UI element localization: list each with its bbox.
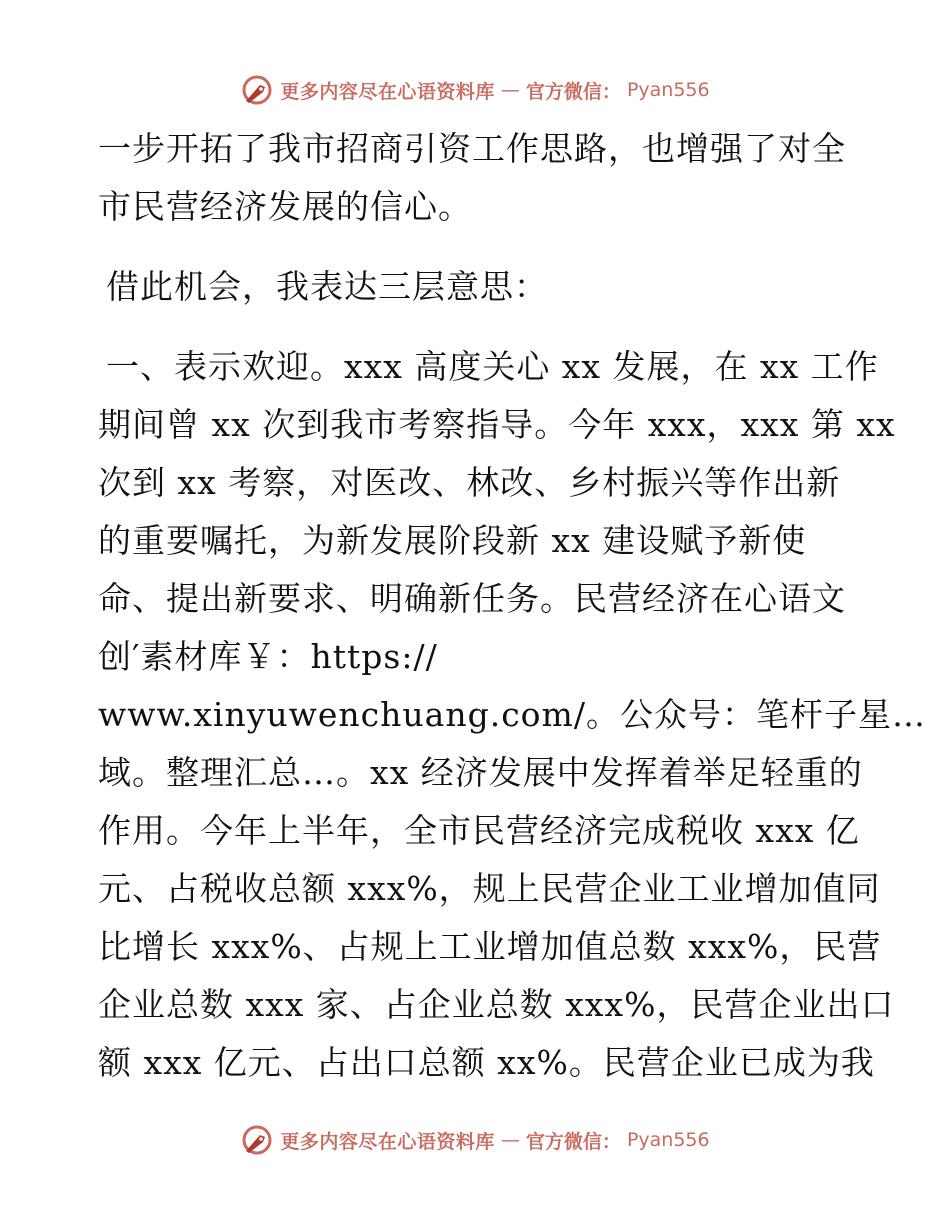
paragraph-3 bbox=[98, 338, 926, 1092]
footer-watermark bbox=[0, 1120, 950, 1160]
footer-watermark-label: 官方微信： bbox=[525, 1130, 621, 1153]
header-watermark-text: 更多内容尽在心语资料库 bbox=[280, 80, 495, 103]
text-line: www.xinyuwenchuang.com/。公众号：笔杆子星… bbox=[98, 695, 926, 734]
header-watermark-handle: Pyan556 bbox=[626, 79, 710, 101]
header-watermark-label: 官方微信： bbox=[525, 80, 621, 103]
text-line: 作用。今年上半年，全市民营经济完成税收 xxx 亿 bbox=[98, 811, 860, 850]
text-line: 元、占税收总额 xxx%，规上民营企业工业增加值同 bbox=[98, 869, 881, 908]
header-watermark bbox=[0, 70, 950, 110]
text-line: 额 xxx 亿元、占出口总额 xx%。民营企业已成为我 bbox=[98, 1043, 875, 1082]
text-line: 命、提出新要求、明确新任务。民营经济在心语文 bbox=[98, 579, 846, 618]
paragraph-gap bbox=[98, 316, 858, 338]
paragraph-2 bbox=[98, 258, 858, 316]
document-body bbox=[98, 120, 926, 1092]
text-line: 的重要嘱托，为新发展阶段新 xx 建设赋予新使 bbox=[98, 521, 807, 560]
pen-nib-logo-icon bbox=[240, 73, 274, 107]
header-watermark-separator: — bbox=[500, 79, 520, 101]
text-line: 市民营经济发展的信心。 bbox=[98, 187, 472, 226]
text-line: 比增长 xxx%、占规上工业增加值总数 xxx%，民营 bbox=[98, 927, 882, 966]
text-line: 次到 xx 考察，对医改、林改、乡村振兴等作出新 bbox=[98, 463, 841, 502]
footer-watermark-inner bbox=[240, 1123, 709, 1157]
text-line: 借此机会，我表达三层意思： bbox=[106, 267, 548, 306]
footer-watermark-handle: Pyan556 bbox=[626, 1129, 710, 1151]
footer-watermark-separator: — bbox=[500, 1129, 520, 1151]
footer-watermark-text: 更多内容尽在心语资料库 bbox=[280, 1130, 495, 1153]
text-line: 期间曾 xx 次到我市考察指导。今年 xxx，xxx 第 xx bbox=[98, 405, 896, 444]
paragraph-gap bbox=[98, 236, 858, 258]
text-line: 企业总数 xxx 家、占企业总数 xxx%，民营企业出口 bbox=[98, 985, 895, 1024]
pen-nib-logo-icon bbox=[240, 1123, 274, 1157]
header-watermark-inner bbox=[240, 73, 709, 107]
paragraph-1 bbox=[98, 120, 858, 236]
text-line: 创′素材库￥：https:// bbox=[98, 637, 438, 676]
text-line: 一步开拓了我市招商引资工作思路，也增强了对全 bbox=[98, 129, 846, 168]
text-line: 一、表示欢迎。xxx 高度关心 xx 发展，在 xx 工作 bbox=[106, 347, 879, 386]
text-line: 域。整理汇总…。xx 经济发展中发挥着举足轻重的 bbox=[98, 753, 863, 792]
